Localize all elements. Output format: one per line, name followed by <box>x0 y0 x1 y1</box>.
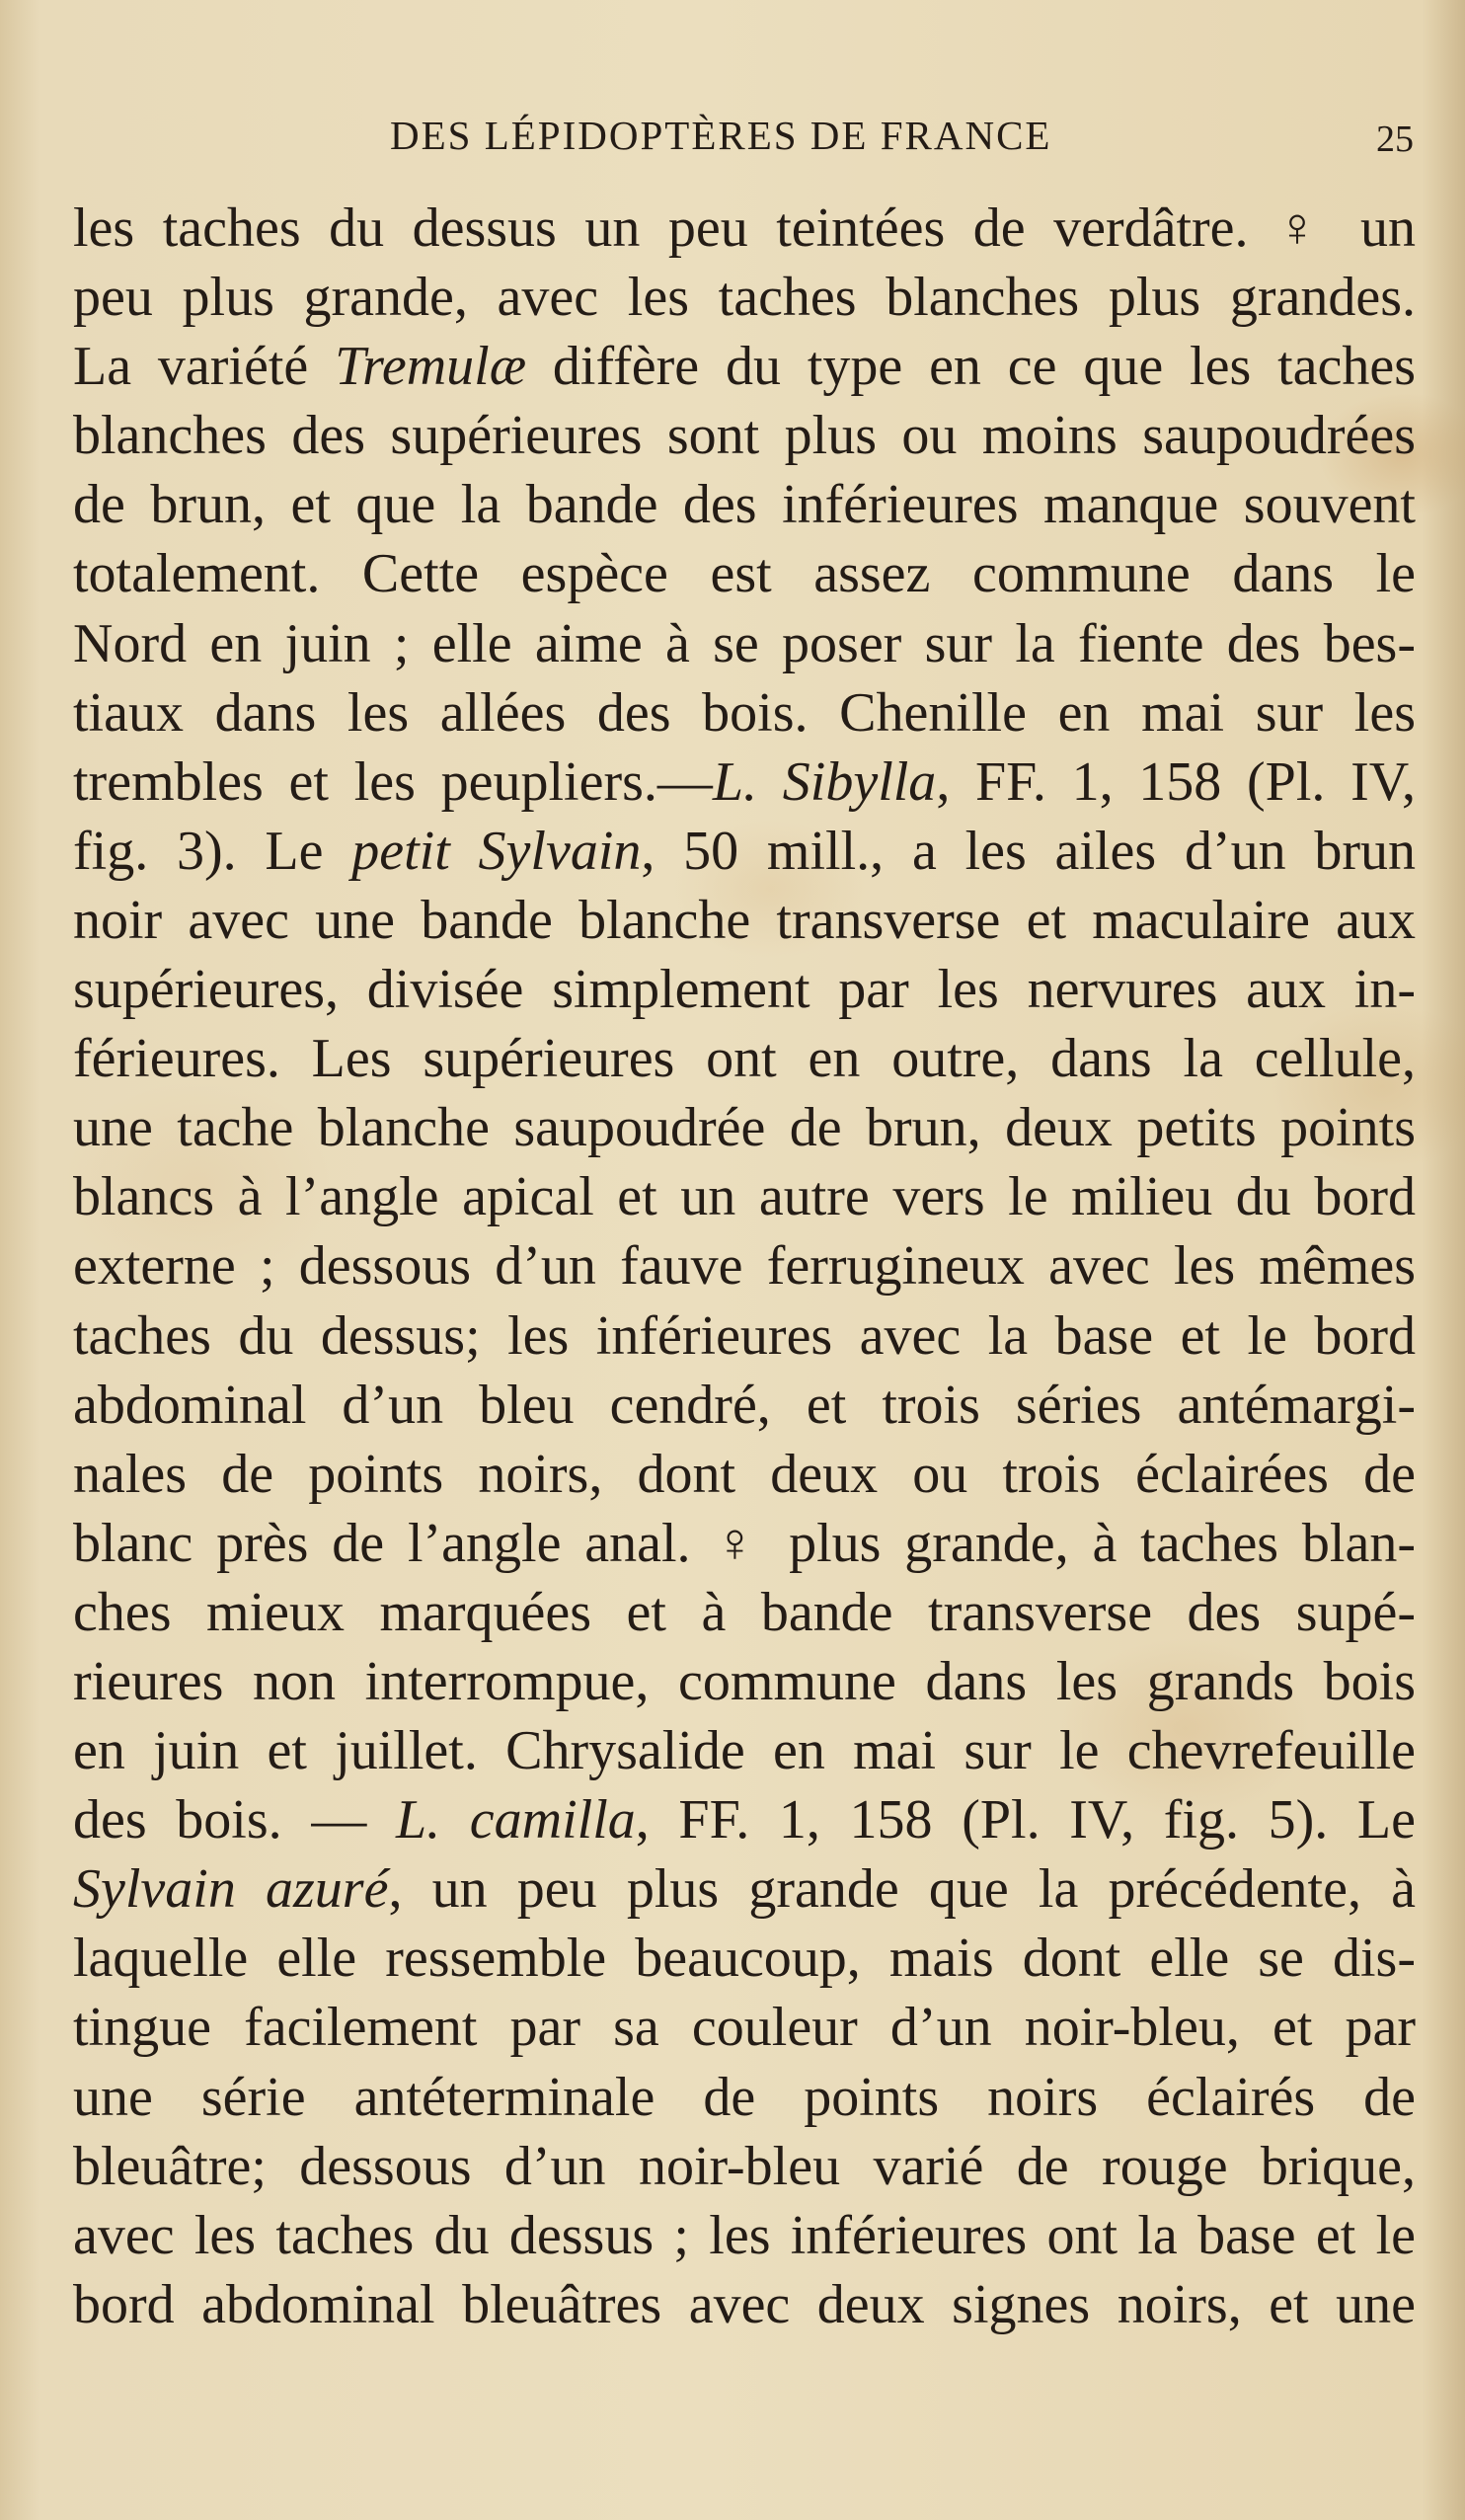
text-line <box>73 1509 1416 1578</box>
text-span: totalement. Cette espèce est assez commune dans le <box>73 543 1416 605</box>
text-line <box>73 2063 1416 2132</box>
text-span: bord abdominal bleuâtres avec deux signes noirs, et une <box>73 2273 1416 2335</box>
text-span: les taches du dessus un peu teintées de verdâtre. ♀ un <box>73 197 1416 259</box>
text-span: laquelle elle ressemble beaucoup, mais dont elle se dis- <box>73 1928 1416 1990</box>
text-line <box>73 194 1416 263</box>
text-span: rieures non interrompue, commune dans les grands bois <box>73 1650 1416 1712</box>
text-line <box>73 1231 1416 1300</box>
text-span: bleuâtre; dessous d’un noir-bleu varié de rouge brique, <box>73 2135 1416 2197</box>
text-line <box>73 1162 1416 1231</box>
text-span: tiaux dans les allées des bois. Chenille en mai sur les <box>73 681 1416 744</box>
text-line <box>73 1924 1416 1993</box>
text-line <box>73 748 1416 817</box>
text-span: diffère du type en ce que les taches <box>526 336 1416 398</box>
text-line <box>73 1716 1416 1785</box>
text-span: Nord en juin ; elle aime à se poser sur la fiente des bes- <box>73 612 1416 674</box>
text-span: blanc près de l’angle anal. ♀ plus grande, à taches blan- <box>73 1512 1416 1574</box>
text-span: , FF. 1, 158 (Pl. IV, <box>936 750 1416 813</box>
text-line <box>73 1785 1416 1854</box>
text-line <box>73 1093 1416 1162</box>
text-span: noir avec une bande blanche transverse et maculaire aux <box>73 889 1416 951</box>
text-line <box>73 401 1416 470</box>
text-line <box>73 263 1416 332</box>
text-span: blancs à l’angle apical et un autre vers le milieu du bord <box>73 1166 1416 1228</box>
text-span: trembles et les peupliers.— <box>73 750 713 813</box>
body-text <box>73 194 1416 2339</box>
text-line <box>73 1301 1416 1371</box>
text-span: , 50 mill., a les ailes d’un brun <box>641 820 1417 882</box>
text-span: La variété <box>73 336 336 398</box>
text-span: , FF. 1, 158 (Pl. IV, fig. 5). Le <box>635 1789 1416 1851</box>
text-line <box>73 1578 1416 1647</box>
text-span: , un peu plus grande que la précédente, à <box>388 1858 1416 1921</box>
text-line <box>73 678 1416 748</box>
text-span: peu plus grande, avec les taches blanches plus grandes. <box>73 267 1416 329</box>
text-line <box>73 1854 1416 1924</box>
running-title: DES LÉPIDOPTÈRES DE FRANCE <box>390 113 1052 158</box>
text-span: férieures. Les supérieures ont en outre, dans la cellule, <box>73 1028 1416 1090</box>
text-line <box>73 2132 1416 2201</box>
text-span: taches du dessus; les inférieures avec la base et le bord <box>73 1304 1416 1367</box>
text-line <box>73 817 1416 886</box>
text-line <box>73 609 1416 678</box>
italic-span: petit Sylvain <box>351 820 642 882</box>
text-span: de brun, et que la bande des inférieures manque souvent <box>73 474 1416 536</box>
text-span: en juin et juillet. Chrysalide en mai sur le chevrefeuille <box>73 1720 1416 1782</box>
text-line <box>73 1993 1416 2062</box>
text-line <box>73 2270 1416 2339</box>
text-span: tingue facilement par sa couleur d’un noir-bleu, et par <box>73 1997 1416 2059</box>
text-line <box>73 539 1416 608</box>
text-line <box>73 1371 1416 1440</box>
text-span: supérieures, divisée simplement par les nervures aux in- <box>73 959 1416 1021</box>
text-span: une tache blanche saupoudrée de brun, deux petits points <box>73 1097 1416 1159</box>
italic-span: Sylvain azuré <box>73 1858 389 1921</box>
text-line <box>73 955 1416 1024</box>
text-span: abdominal d’un bleu cendré, et trois séries antémargi- <box>73 1374 1416 1436</box>
text-span: avec les taches du dessus ; les inférieures ont la base et le <box>73 2204 1416 2266</box>
text-span: blanches des supérieures sont plus ou moins saupoudrées <box>73 405 1416 467</box>
text-span: fig. 3). Le <box>73 820 352 882</box>
text-line <box>73 332 1416 401</box>
text-span: des bois. — <box>73 1789 396 1851</box>
text-line <box>73 2201 1416 2270</box>
italic-span: L. camilla <box>395 1789 636 1851</box>
page-number: 25 <box>1376 118 1414 160</box>
text-span: nales de points noirs, dont deux ou trois éclairées de <box>73 1443 1416 1505</box>
text-line <box>73 470 1416 539</box>
italic-span: L. Sibylla <box>712 750 937 813</box>
italic-span: Tremulæ <box>335 336 527 398</box>
text-span: une série antéterminale de points noirs éclairés de <box>73 2066 1416 2128</box>
text-line <box>73 1440 1416 1509</box>
running-head <box>0 111 1465 160</box>
text-span: ches mieux marquées et à bande transverse des supé- <box>73 1581 1416 1643</box>
text-line <box>73 886 1416 955</box>
text-span: externe ; dessous d’un fauve ferrugineux avec les mêmes <box>73 1235 1416 1298</box>
text-line <box>73 1024 1416 1093</box>
text-line <box>73 1647 1416 1716</box>
